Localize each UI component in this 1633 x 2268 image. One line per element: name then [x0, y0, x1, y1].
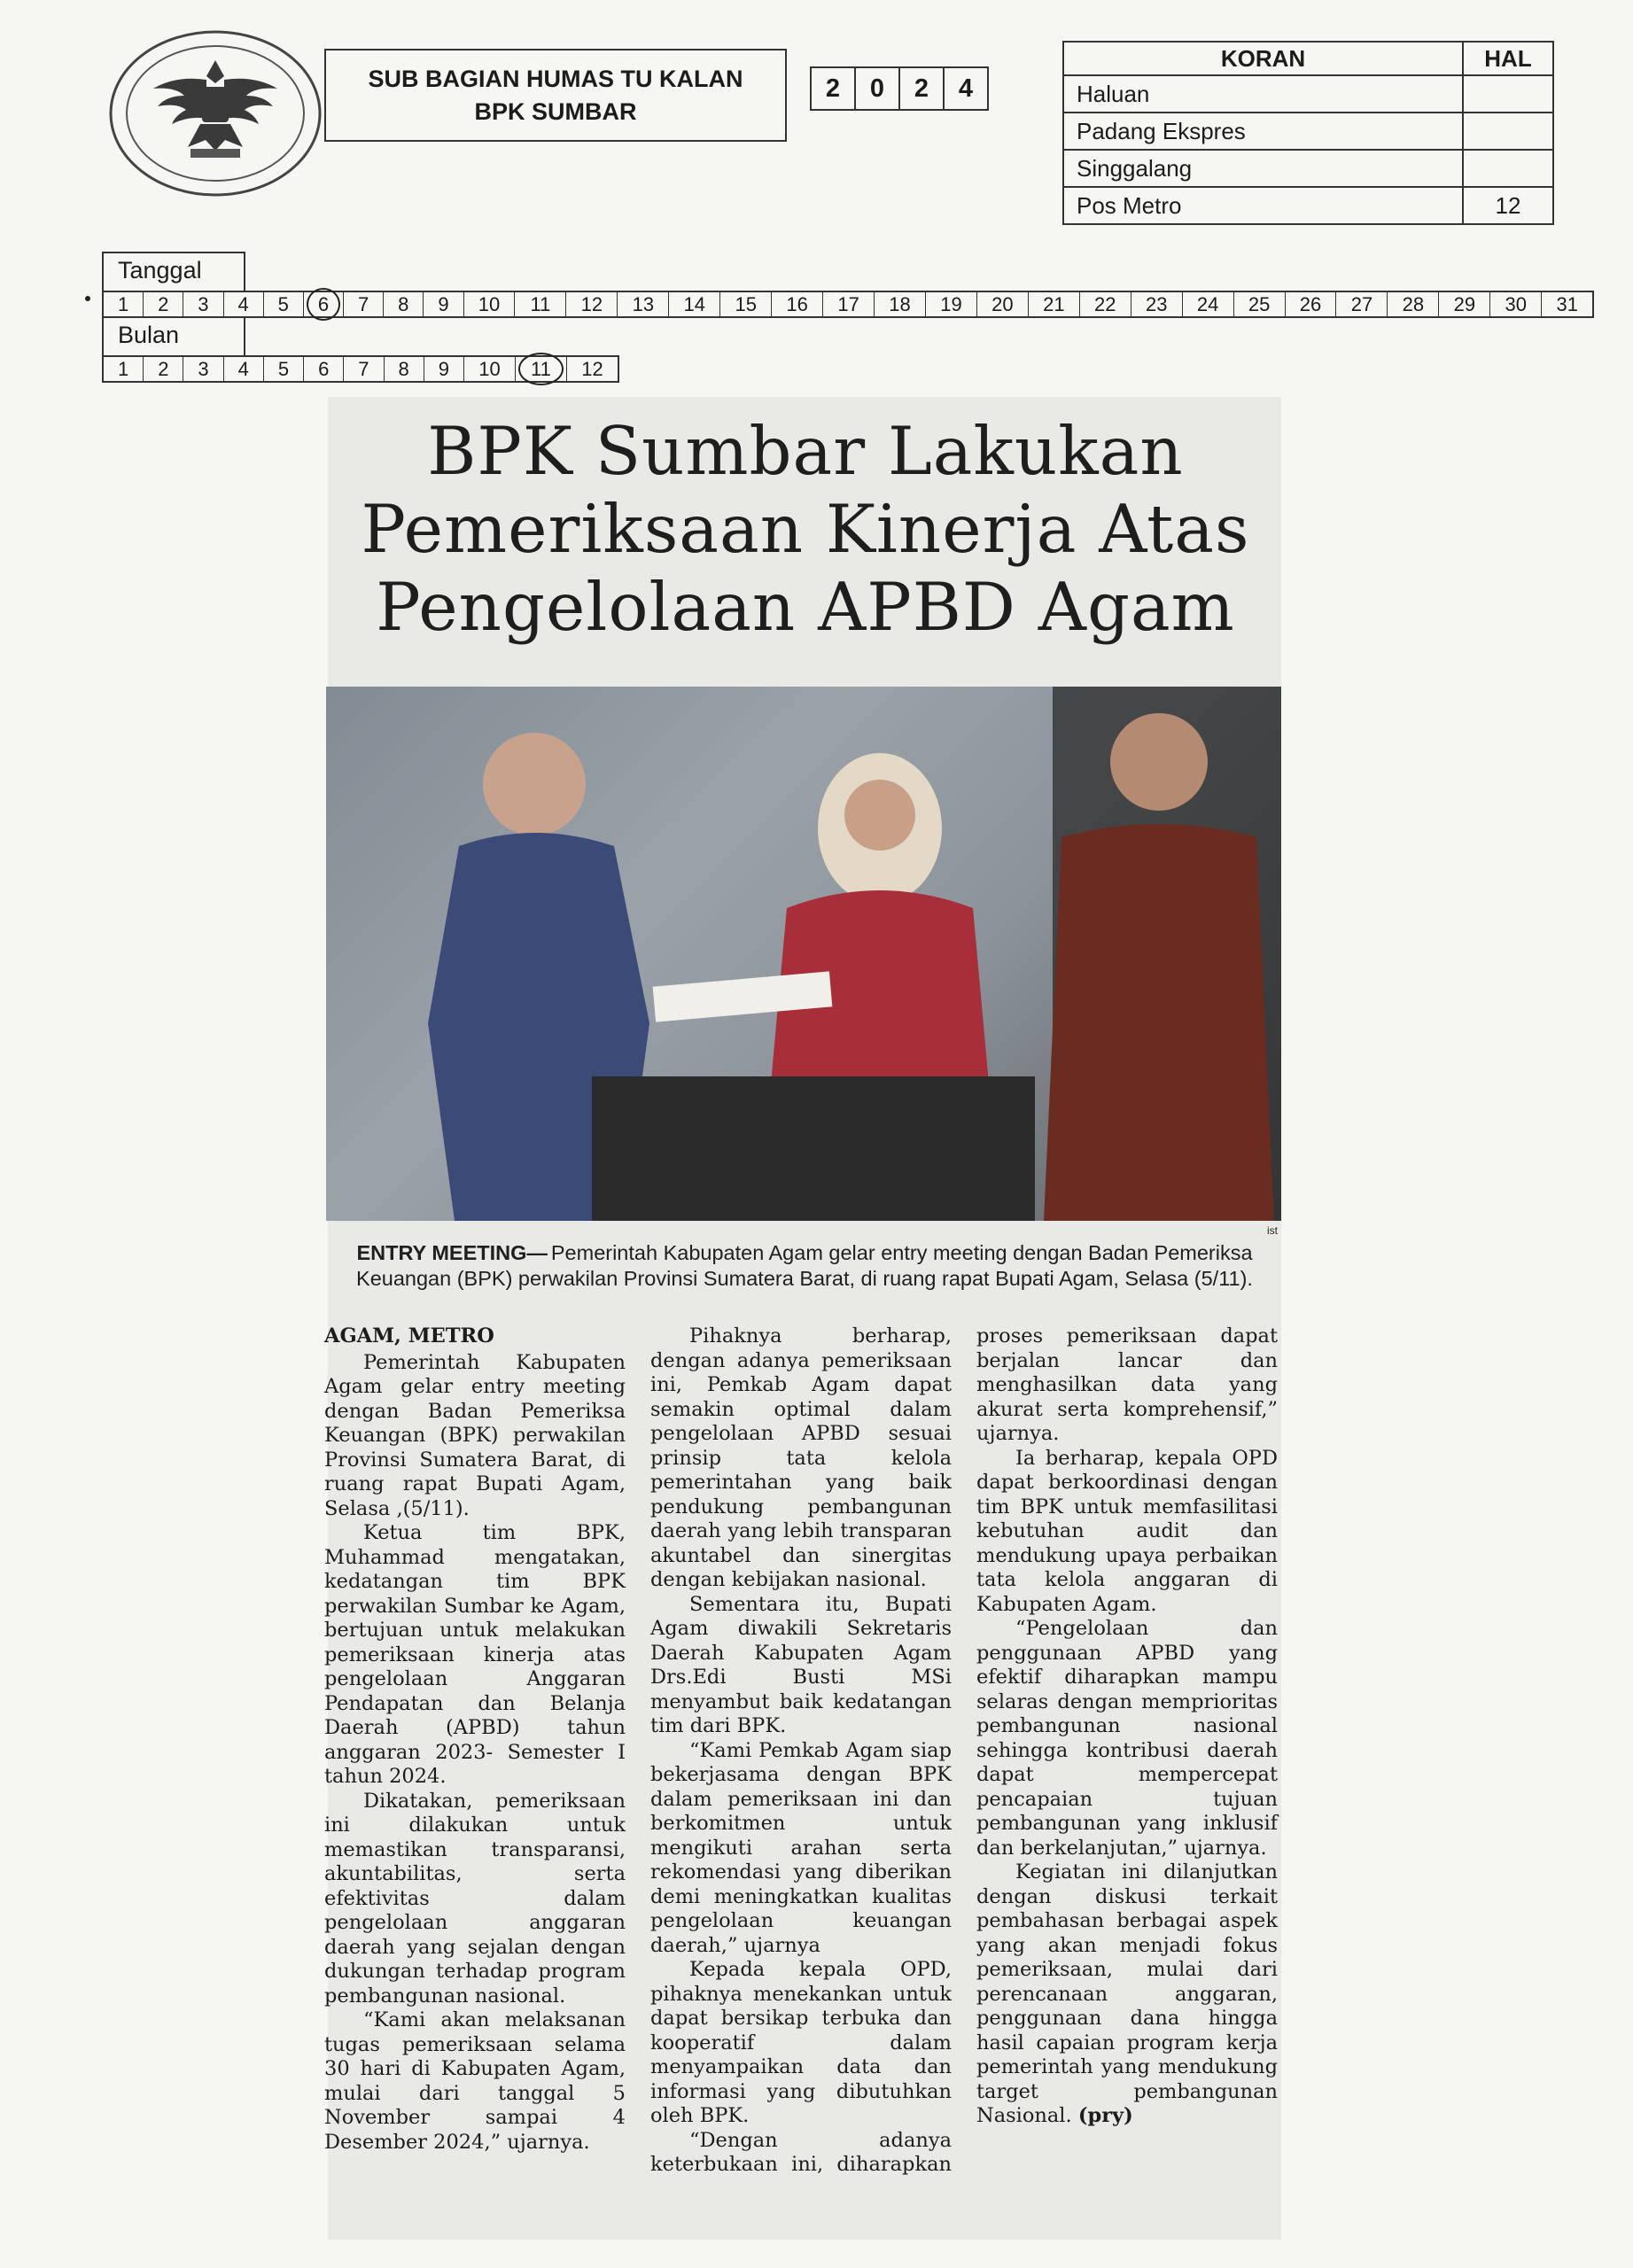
day-cell: 18 — [875, 292, 926, 316]
month-cell: 9 — [424, 357, 464, 381]
article-photo — [326, 687, 1281, 1221]
eagle-seal-icon — [105, 25, 326, 202]
month-cell: 12 — [581, 357, 603, 380]
paragraph: Pemerintah Kabupaten Agam gelar entry meeting dengan Badan Pemeriksa Keuangan (BPK) perwakilan Provinsi Sumatera Barat, di ruang rapat Bupati Agam, Selasa ,(5/11). — [324, 1350, 626, 1520]
day-cell: 8 — [384, 292, 424, 316]
table-row — [1063, 187, 1553, 224]
paragraph: Ia berharap, kepala OPD dapat berkoordinasi dengan tim BPK untuk memfasilitasi kebutuhan audit dan mendukung upaya perbaikan tata kelola anggaran di Kabupaten Agam. — [976, 1446, 1278, 1616]
page-number — [1463, 75, 1553, 113]
paragraph: Sementara itu, Bupati Agam diwakili Sekretaris Daerah Kabupaten Agam Drs.Edi Busti MSi menyambut baik kedatangan tim dari BPK. — [650, 1592, 952, 1737]
col-koran-header: KORAN — [1063, 42, 1463, 75]
month-cell: 8 — [385, 357, 424, 381]
paragraph — [976, 1860, 1278, 2129]
day-cell: 12 — [566, 292, 618, 316]
year-digit: 2 — [812, 68, 856, 109]
day-cell: 25 — [1234, 292, 1286, 316]
page-number — [1463, 113, 1553, 150]
table-row — [1063, 113, 1553, 150]
page-number — [1463, 150, 1553, 187]
table-row — [1063, 150, 1553, 187]
author-signature: (pry) — [1077, 2104, 1133, 2127]
article-body — [324, 1324, 1278, 2178]
day-cell: 3 — [183, 292, 223, 316]
month-cell: 7 — [344, 357, 384, 381]
day-cell: 10 — [464, 292, 516, 316]
day-cell: 20 — [977, 292, 1029, 316]
day-cell: 16 — [772, 292, 823, 316]
paragraph: Dikatakan, pemeriksaan ini dilakukan untuk memastikan transparansi, akuntabilitas, serta efektivitas dalam pengelolaan anggaran daerah yang sejalan dengan dukungan terhadap program pembangunan nasional. — [324, 1789, 626, 2008]
tanggal-label: Tanggal — [102, 252, 245, 291]
newspaper-name: Singgalang — [1063, 150, 1463, 187]
headline-line-2: Pemeriksaan Kinerja Atas — [361, 490, 1250, 568]
month-cell: 3 — [183, 357, 223, 381]
month-cell: 4 — [224, 357, 264, 381]
bulan-label: Bulan — [102, 316, 245, 356]
caption-text: Pemerintah Kabupaten Agam gelar entry meeting dengan Badan Pemeriksa Keuangan (BPK) perwakilan Provinsi Sumatera Barat, di ruang rapat Bupati Agam, Selasa (5/11). — [356, 1241, 1253, 1290]
department-line-2: BPK SUMBAR — [474, 97, 637, 125]
paragraph: “Kami Pemkab Agam siap bekerjasama dengan BPK dalam pemeriksaan ini dan berkomitmen untuk mengikuti arahan serta rekomendasi yang diberikan demi meningkatkan kualitas pengelolaan keuangan daerah,” ujarnya — [650, 1738, 952, 1957]
day-cell: 19 — [926, 292, 977, 316]
photo-credit: ist — [1267, 1224, 1278, 1237]
day-cell: 15 — [720, 292, 772, 316]
day-cell: 6 — [304, 292, 344, 316]
scan-dot — [85, 296, 90, 301]
year-digit: 4 — [958, 74, 974, 103]
day-cell: 30 — [1490, 292, 1542, 316]
day-cell: 27 — [1336, 292, 1388, 316]
paragraph: Ketua tim BPK, Muhammad mengatakan, kedatangan tim BPK perwakilan Sumbar ke Agam, bertujuan untuk melakukan pemeriksaan kinerja atas pengelolaan Anggaran Pendapatan dan Belanja Daerah (APBD) tahun anggaran 2023- Semester I tahun 2024. — [324, 1521, 626, 1788]
day-cell: 26 — [1286, 292, 1337, 316]
month-cell: 2 — [144, 357, 183, 381]
photo-caption — [337, 1240, 1272, 1292]
day-cell: 28 — [1388, 292, 1439, 316]
table-row — [1063, 75, 1553, 113]
day-cell: 24 — [1183, 292, 1234, 316]
day-cell: 13 — [618, 292, 669, 316]
day-cell: 29 — [1439, 292, 1490, 316]
headline-line-1: BPK Sumbar Lakukan — [427, 412, 1184, 490]
department-label-box — [324, 49, 787, 142]
day-cell: 22 — [1080, 292, 1131, 316]
department-line-1: SUB BAGIAN HUMAS TU KALAN — [368, 65, 743, 92]
year-digit: 2 — [900, 68, 945, 109]
day-cell: 31 — [1556, 292, 1578, 315]
month-cell: 6 — [304, 357, 344, 381]
article-headline — [342, 412, 1269, 646]
page-number: 12 — [1463, 187, 1553, 224]
handshake-photo-icon — [326, 687, 1281, 1221]
newspaper-name: Padang Ekspres — [1063, 113, 1463, 150]
newspaper-name: Pos Metro — [1063, 187, 1463, 224]
month-cell: 11 — [516, 357, 567, 381]
paragraph: “Kami akan melaksanan tugas pemeriksaan selama 30 hari di Kabupaten Agam, mulai dari tanggal 5 November sampai 4 Desember 2024,” ujarnya. — [324, 2008, 626, 2154]
day-cell: 7 — [344, 292, 384, 316]
caption-lead: ENTRY MEETING— — [356, 1241, 548, 1264]
paragraph: Kepada kepala OPD, pihaknya menekankan untuk dapat bersikap terbuka dan kooperatif dalam menyampaikan data dan informasi yang dibutuhkan oleh BPK. — [650, 1958, 952, 2127]
article-dateline: AGAM, METRO — [324, 1324, 494, 1348]
paragraph: Pihaknya berharap, dengan adanya pemeriksaan ini, Pemkab Agam dapat semakin optimal dalam pengelolaan APBD sesuai prinsip tata kelola pemerintahan yang baik pendukung pembangunan daerah yang lebih transparan akuntabel dan sinergitas dengan kebijakan nasional. — [650, 1324, 952, 1591]
tanggal-day-row — [102, 291, 1594, 318]
newspaper-name: Haluan — [1063, 75, 1463, 113]
day-cell: 23 — [1131, 292, 1183, 316]
paragraph: “Pengelolaan dan penggunaan APBD yang efektif diharapkan mampu selaras dengan memprioritas pembangunan nasional sehingga kontribusi daerah dapat mempercepat pencapaian tujuan pembangunan yang inklusif dan berkelanjutan,” ujarnya. — [976, 1617, 1278, 1860]
emblem-seal — [105, 25, 326, 202]
day-cell: 4 — [224, 292, 264, 316]
newspaper-table — [1062, 41, 1554, 225]
month-cell: 10 — [464, 357, 516, 381]
day-cell: 2 — [144, 292, 183, 316]
day-cell: 1 — [104, 292, 144, 316]
year-box — [810, 66, 989, 111]
paragraph-text: Kegiatan ini dilanjutkan dengan diskusi terkait pembahasan berbagai aspek yang akan menjadi fokus pemeriksaan, mulai dari perencanaan anggaran, penggunaan dana hingga hasil capaian program kerja pemerintah yang mendukung target pembangunan Nasional. — [976, 1860, 1278, 2127]
day-cell: 21 — [1029, 292, 1080, 316]
day-cell: 9 — [424, 292, 463, 316]
month-cell: 5 — [264, 357, 304, 381]
bulan-month-row — [102, 355, 619, 383]
year-digit: 0 — [856, 68, 900, 109]
day-cell: 11 — [515, 292, 566, 316]
paragraph: “Dengan adanya keterbukaan ini, diharapkan proses pemeriksaan dapat berjalan lancar dan menghasilkan data yang akurat serta komprehensif,” ujarnya. — [650, 1324, 1278, 2176]
headline-line-3: Pengelolaan APBD Agam — [376, 568, 1235, 646]
day-cell: 17 — [823, 292, 875, 316]
day-cell: 5 — [264, 292, 304, 316]
col-hal-header: HAL — [1463, 42, 1553, 75]
month-cell: 1 — [104, 357, 144, 381]
day-cell: 14 — [669, 292, 720, 316]
